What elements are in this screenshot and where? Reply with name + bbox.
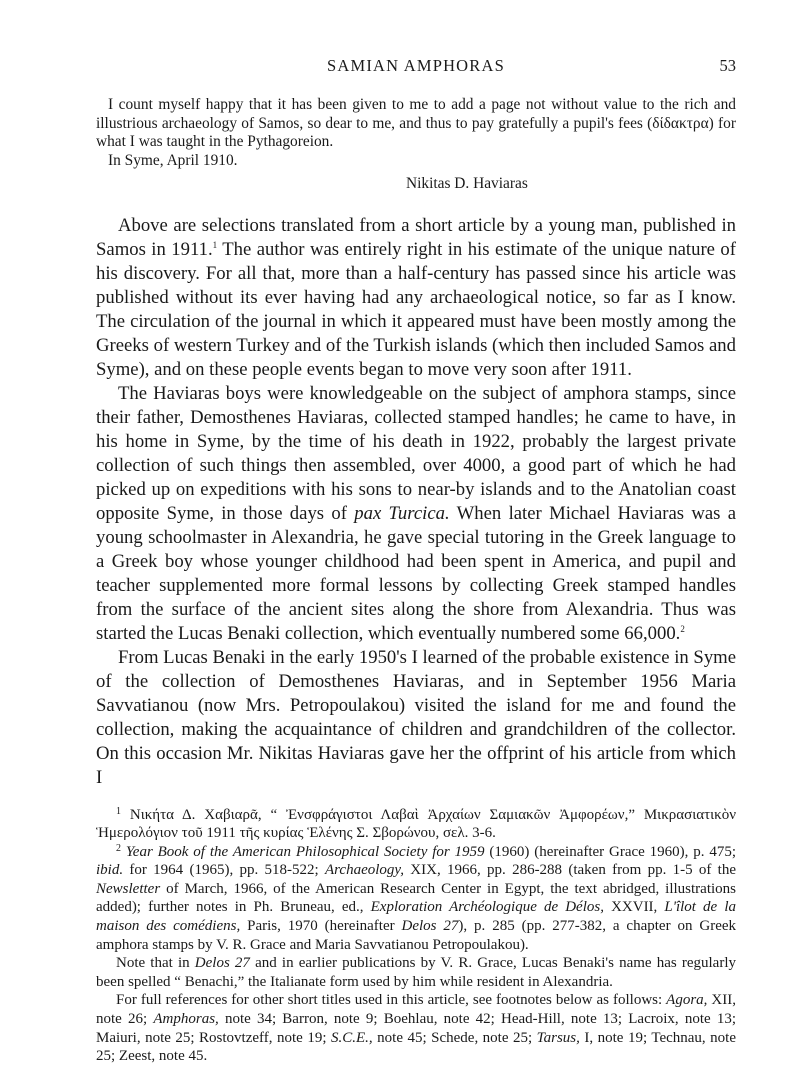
quoted-passage <box>96 96 736 194</box>
quote-paragraph: I count myself happy that it has been given to me to add a page not without value to the rich and illustrious archaeology of Samos, so dear to me, and thus to pay gratefully a pupil's fees (δίδακτρα) for what I was taught in the Pythagoreion. <box>96 96 736 150</box>
page-header <box>96 56 736 84</box>
footnote-note-short-titles: For full references for other short titles used in this article, see footnotes below as follows: Agora, XII, note 26; Amphoras, note 34; Barron, note 9; Boehlau, note 42; Head-Hill, note 13; Lacroix, note 13; Maiuri, note 25; Rostovtzeff, note 19; S.C.E., note 45; Schede, note 25; Tarsus, I, note 19; Technau, note 25; Zeest, note 45. <box>96 992 736 1065</box>
quote-dateline: In Syme, April 1910. <box>108 151 238 169</box>
body-paragraph-3: From Lucas Benaki in the early 1950's I learned of the probable existence in Syme of the collection of Demosthenes Haviaras, and in September 1956 Maria Savvatianou (now Mrs. Petropoulakou) visited the island for me and found the collection, making the acquaintance of children and grandchildren of the collector. On this occasion Mr. Nikitas Haviaras gave her the offprint of his article from which I <box>96 646 736 788</box>
running-title: SAMIAN AMPHORAS <box>327 56 505 75</box>
footnote-note-delos: Note that in Delos 27 and in earlier publications by V. R. Grace, Lucas Benaki's name has regularly been spelled “ Benachi,” the Italianate form used by him while resident in Alexandria. <box>96 955 737 990</box>
footnotes <box>96 806 736 1066</box>
body-paragraph-1: Above are selections translated from a short article by a young man, published in Samos in 1911.$^1$ The author was entirely right in his estimate of the unique nature of his discovery. For all that, more than a half-century has passed since his article was published without its ever having had any archaeological notice, so far as I know. The circulation of the journal in which it appeared must have been mostly among the Greeks of western Turkey and of the Turkish islands (which then included Samos and Syme), and on these people events began to move very soon after 1911. <box>96 214 736 380</box>
quote-signature: Nikitas D. Haviaras <box>406 175 528 192</box>
page-number: 53 <box>719 56 736 75</box>
document-page <box>96 56 736 1066</box>
body-text <box>96 214 736 790</box>
footnote-ref-2[interactable]: 2 <box>680 623 685 634</box>
footnote-1: $^1$ Νικήτα Δ. Χαβιαρᾶ, “ Ἐνσφράγιστοι Λαβαὶ Ἀρχαίων Σαμιακῶν Ἀμφορέων,” Μικρασιατικὸν Ἡμερολόγιον τοῦ 1911 τῆς κυρίας Ἑλένης Σ. Σβορώνου, σελ. 3-6. <box>96 805 737 842</box>
body-paragraph-2: The Haviaras boys were knowledgeable on the subject of amphora stamps, since their father, Demosthenes Haviaras, collected stamped handles; he came to have, in his home in Syme, by the time of his death in 1922, probably the largest private collection of such things then assembled, over 4000, a good part of which he had picked up on expeditions with his sons to near-by islands and to the Anatolian coast opposite Syme, in those days of pax Turcica. When later Michael Haviaras was a young schoolmaster in Alexandria, he gave special tutoring in the Greek language to a Greek boy whose younger childhood had been spent in America, and pupil and teacher supplemented more formal lessons by collecting Greek stamped handles from the surface of the ancient sites along the shore from Alexandria. Thus was started the Lucas Benaki collection, which eventually numbered some 66,000.$^2$ <box>96 382 737 644</box>
footnote-ref-1[interactable]: 1 <box>212 239 218 250</box>
footnote-2: $^2$ Year Book of the American Philosophical Society for 1959 (1960) (hereinafter Grace 1960), p. 475; ibid. for 1964 (1965), pp. 518-522; Archaeology, XIX, 1966, pp. 286-288 (taken from pp. 1-5 of the Newsletter of March, 1966, of the American Research Center in Egypt, the text abridged, illustrations added); further notes in Ph. Bruneau, ed., Exploration Archéologique de Délos, XXVII, L'îlot de la maison des comédiens, Paris, 1970 (hereinafter Delos 27), p. 285 (pp. 277-382, a chapter on Greek amphora stamps by V. R. Grace and Maria Savvatianou Petropoulakou). <box>96 842 737 953</box>
